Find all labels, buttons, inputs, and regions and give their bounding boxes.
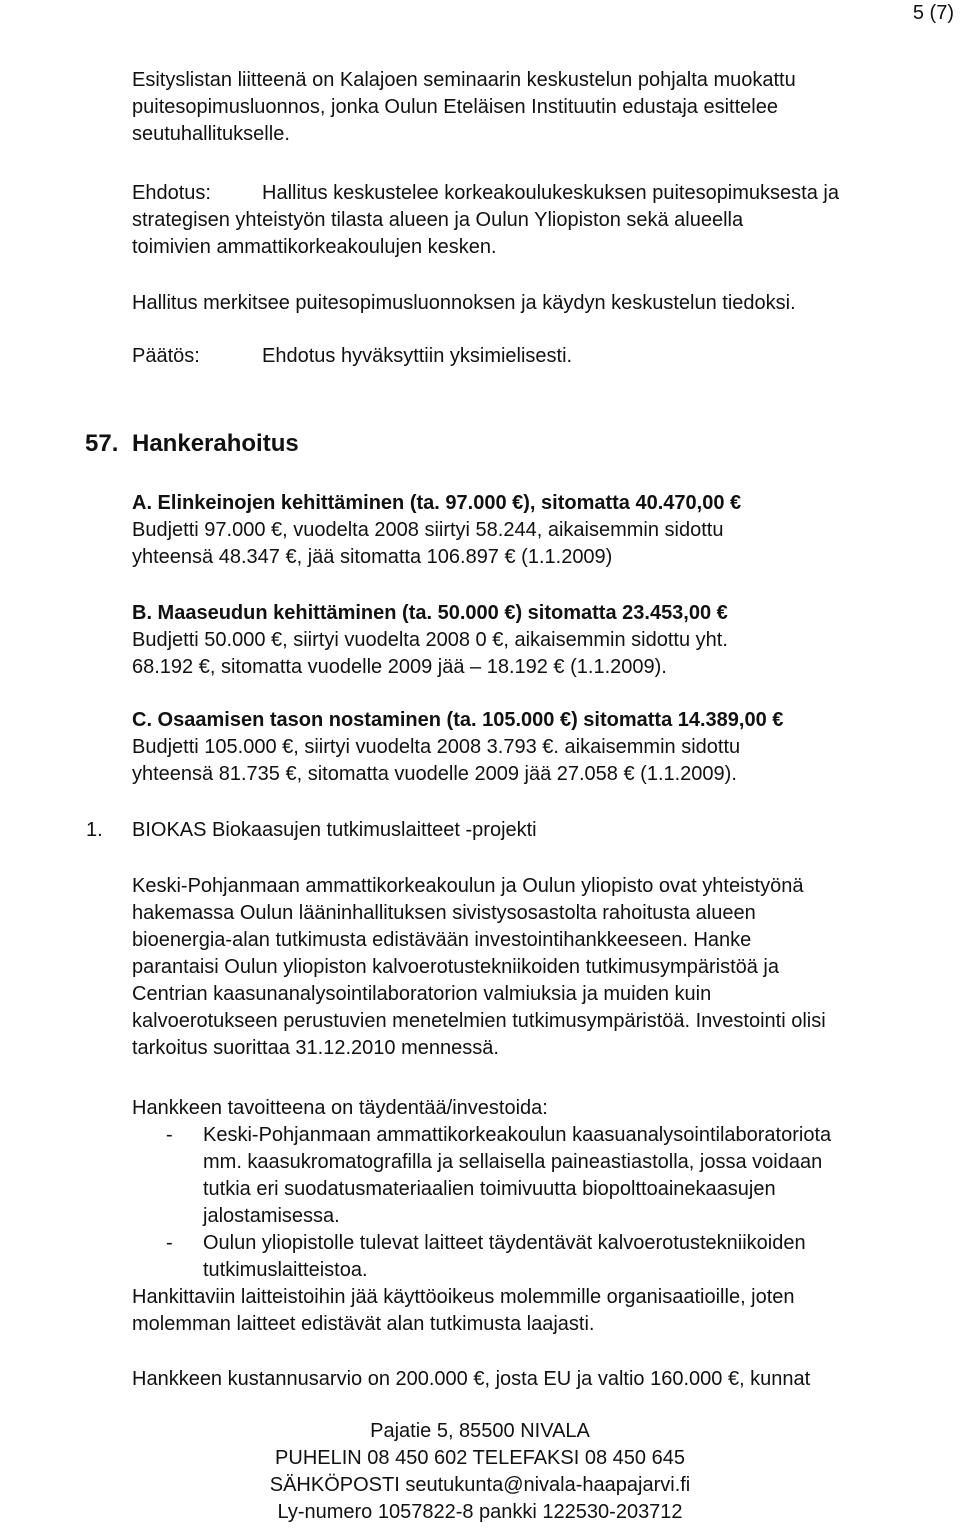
cost-paragraph — [132, 1366, 932, 1393]
intro-paragraph — [132, 67, 932, 148]
section-number: 57. — [85, 430, 119, 457]
bullet-line: jalostamisessa. — [203, 1205, 340, 1227]
item-number: 1. — [86, 819, 103, 841]
funding-b-line: Budjetti 50.000 €, siirtyi vuodelta 2008 0 €, aikaisemmin sidottu yht. — [132, 629, 728, 651]
funding-a — [132, 490, 932, 571]
goals-heading-text: Hankkeen tavoitteena on täydentää/investoida: — [132, 1097, 548, 1119]
usage-line: Hankittaviin laitteistoihin jää käyttöoikeus molemmille organisaatioille, joten — [132, 1286, 795, 1308]
item-title: BIOKAS Biokaasujen tutkimuslaitteet -projekti — [132, 819, 537, 841]
paragraph-line: hakemassa Oulun lääninhallituksen sivistysosastolta rahoitusta alueen — [132, 902, 756, 924]
proposal-first-line: Hallitus keskustelee korkeakoulukeskuksen puitesopimuksesta ja — [262, 182, 839, 204]
paragraph-line: Centrian kaasunanalysointilaboratorion valmiuksia ja muiden kuin — [132, 983, 712, 1005]
decision-text: Ehdotus hyväksyttiin yksimielisesti. — [262, 345, 573, 367]
footer-email: SÄHKÖPOSTI seutukunta@nivala-haapajarvi.fi — [269, 1474, 691, 1496]
funding-c-line: yhteensä 81.735 €, sitomatta vuodelle 2009 jää 27.058 € (1.1.2009). — [132, 763, 737, 785]
bullet-dash: - — [166, 1232, 173, 1254]
proposal-line: toimivien ammattikorkeakoulujen kesken. — [132, 236, 497, 258]
proposal-note-text: Hallitus merkitsee puitesopimusluonnoksen ja käydyn keskustelun tiedoksi. — [132, 292, 796, 314]
footer-address: Pajatie 5, 85500 NIVALA — [370, 1420, 590, 1442]
bullet-line: tutkimuslaitteistoa. — [203, 1259, 368, 1281]
funding-b-line: 68.192 €, sitomatta vuodelle 2009 jää – 18.192 € (1.1.2009). — [132, 656, 667, 678]
section-title: Hankerahoitus — [132, 430, 299, 457]
goals-heading — [132, 1095, 932, 1122]
funding-b — [132, 600, 932, 681]
item-paragraph — [132, 873, 932, 1062]
funding-b-title: B. Maaseudun kehittäminen (ta. 50.000 €) sitomatta 23.453,00 € — [132, 602, 728, 624]
usage-line: molemman laitteet edistävät alan tutkimusta laajasti. — [132, 1313, 595, 1335]
decision-label: Päätös: — [132, 345, 200, 367]
proposal-label: Ehdotus: — [132, 182, 211, 204]
paragraph-line: Keski-Pohjanmaan ammattikorkeakoulun ja Oulun yliopisto ovat yhteistyönä — [132, 875, 804, 897]
usage-paragraph — [132, 1284, 932, 1338]
page-number: 5 (7) — [912, 2, 954, 24]
footer-business-id: Ly-numero 1057822-8 pankki 122530-203712 — [277, 1501, 683, 1523]
proposal-note — [132, 290, 932, 317]
cost-line: Hankkeen kustannusarvio on 200.000 €, josta EU ja valtio 160.000 €, kunnat — [132, 1368, 811, 1390]
funding-a-title: A. Elinkeinojen kehittäminen (ta. 97.000 €), sitomatta 40.470,00 € — [132, 492, 742, 514]
proposal-text — [132, 207, 932, 261]
bullet-line: Keski-Pohjanmaan ammattikorkeakoulun kaasuanalysointilaboratoriota — [203, 1124, 832, 1146]
paragraph-line: kalvoerotukseen perustuvien menetelmien tutkimusympäristöä. Investointi olisi — [132, 1010, 826, 1032]
bullet-line: Oulun yliopistolle tulevat laitteet täydentävät kalvoerotustekniikoiden — [203, 1232, 806, 1254]
bullet-line: mm. kaasukromatografilla ja sellaisella paineastiastolla, jossa voidaan — [203, 1151, 823, 1173]
proposal-line: strategisen yhteistyön tilasta alueen ja Oulun Yliopiston sekä alueella — [132, 209, 744, 231]
paragraph-line: bioenergia-alan tutkimusta edistävään investointihankkeeseen. Hanke — [132, 929, 752, 951]
funding-a-line: yhteensä 48.347 €, jää sitomatta 106.897 € (1.1.2009) — [132, 546, 613, 568]
funding-c-title: C. Osaamisen tason nostaminen (ta. 105.000 €) sitomatta 14.389,00 € — [132, 709, 784, 731]
bullet-dash: - — [166, 1124, 173, 1146]
page-footer — [0, 1418, 960, 1526]
intro-line: puitesopimusluonnos, jonka Oulun Eteläisen Instituutin edustaja esittelee — [132, 96, 778, 118]
bullet-line: tutkia eri suodatusmateriaalien toimivuutta biopolttoainekaasujen — [203, 1178, 776, 1200]
bullet-item — [203, 1122, 831, 1230]
bullet-item — [203, 1230, 806, 1284]
funding-c-line: Budjetti 105.000 €, siirtyi vuodelta 2008 3.793 €. aikaisemmin sidottu — [132, 736, 741, 758]
paragraph-line: tarkoitus suorittaa 31.12.2010 mennessä. — [132, 1037, 499, 1059]
intro-line: Esityslistan liitteenä on Kalajoen seminaarin keskustelun pohjalta muokattu — [132, 69, 796, 91]
funding-a-line: Budjetti 97.000 €, vuodelta 2008 siirtyi 58.244, aikaisemmin sidottu — [132, 519, 724, 541]
intro-line: seutuhallitukselle. — [132, 123, 290, 145]
funding-c — [132, 707, 932, 788]
paragraph-line: parantaisi Oulun yliopiston kalvoerotustekniikoiden tutkimusympäristöä ja — [132, 956, 779, 978]
footer-phone: PUHELIN 08 450 602 TELEFAKSI 08 450 645 — [275, 1447, 685, 1469]
